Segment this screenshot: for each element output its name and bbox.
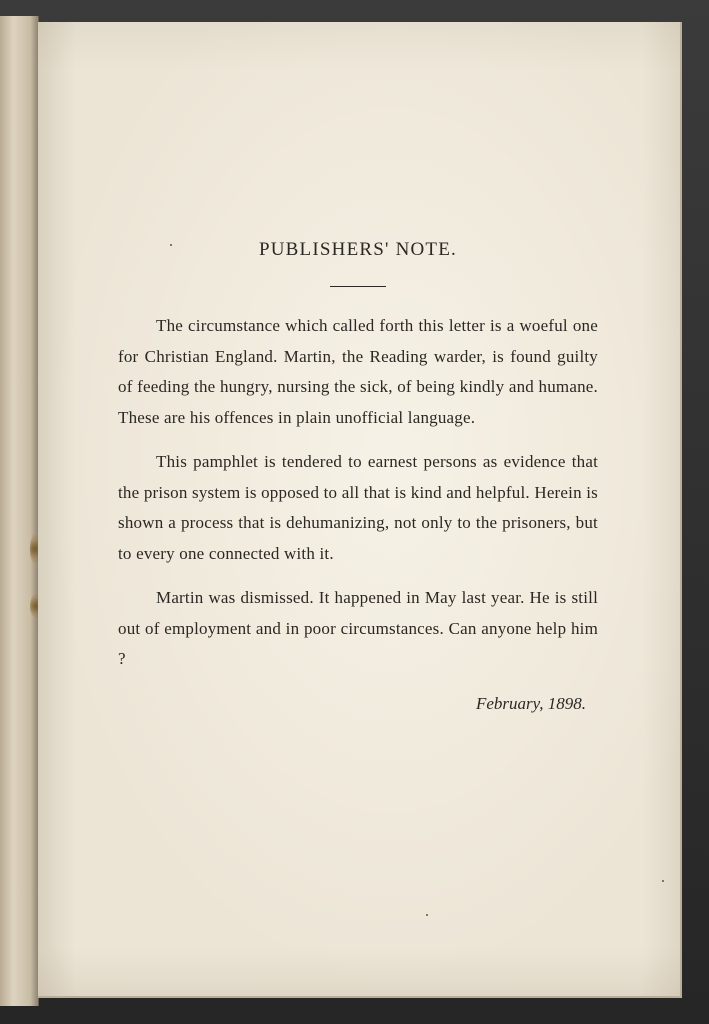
book-page	[38, 22, 682, 998]
paper-speck	[426, 914, 428, 916]
facing-page-edge	[0, 16, 39, 1006]
paper-speck	[662, 880, 664, 882]
paragraph: The circumstance which called forth this letter is a woeful one for Christian England. Martin, the Reading warder, is found guilty of feeding the hungry, nursing the sick, of being kindly and humane. These are his offences in plain unofficial language.	[118, 316, 598, 427]
heading-rule	[330, 286, 386, 287]
page-heading: PUBLISHERS' NOTE.	[258, 239, 457, 260]
publishers-note	[118, 238, 598, 719]
paragraph: This pamphlet is tendered to earnest persons as evidence that the prison system is opposed to all that is kind and helpful. Herein is shown a process that is dehumanizing, not only to the prisoners, but to every one connected with it.	[118, 452, 598, 563]
date-signature: February, 1898.	[475, 693, 586, 713]
paragraph: Martin was dismissed. It happened in May last year. He is still out of employment and in poor circumstances. Can anyone help him ?	[118, 588, 598, 668]
